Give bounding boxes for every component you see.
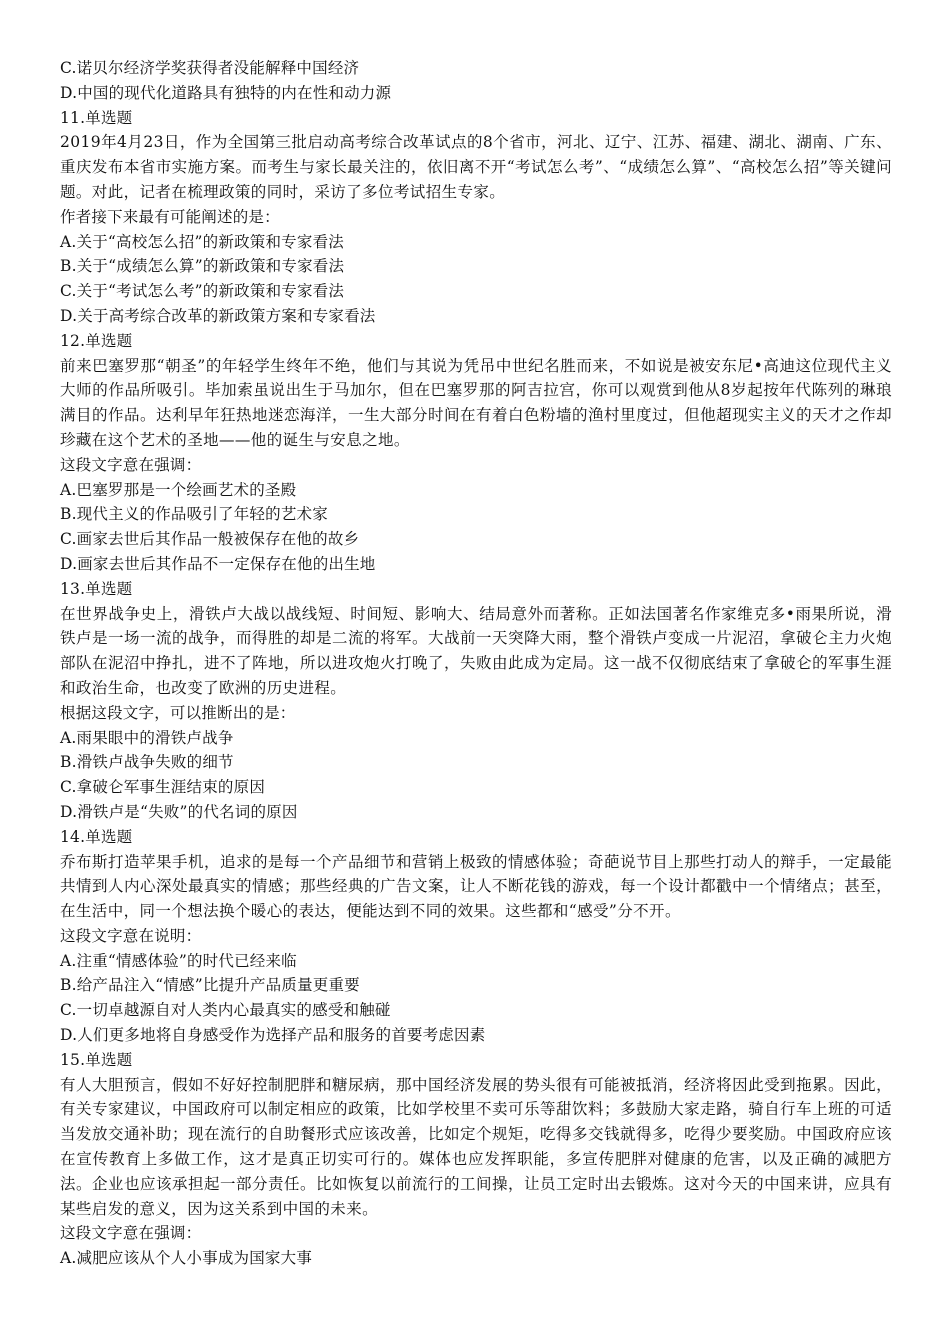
option-b: B.现代主义的作品吸引了年轻的艺术家 (60, 505, 328, 524)
option-c-q10: C.诺贝尔经济学奖获得者没能解释中国经济 (60, 59, 360, 77)
option-d: D.滑铁卢是“失败”的代名词的原因 (60, 802, 298, 821)
question-header: 12.单选题 (60, 331, 133, 350)
question-14 (60, 825, 892, 1048)
option-a: A.关于“高校怎么招”的新政策和专家看法 (60, 232, 344, 251)
question-15 (60, 1048, 892, 1271)
question-passage: 有人大胆预言，假如不好好控制肥胖和糖尿病，那中国经济发展的势头很有可能被抵消，经济将因此受到拖累。因此，有关专家建议，中国政府可以制定相应的政策，比如学校里不卖可乐等甜饮料；多鼓励大家走路，骑自行车上班的可适当发放交通补助；现在流行的自助餐形式应该改善，比如定个规矩，吃得多交钱就得多，吃得少要奖励。中国政府应该在宣传教育上多做工作，这才是真正切实可行的。媒体也应发挥职能，多宣传肥胖对健康的危害，以及正确的减肥方法。企业也应该承担起一部分责任。比如恢复以前流行的工间操，让员工定时出去锻炼。这对今天的中国来讲，应具有某些启发的意义，因为这关系到中国的未来。 (60, 1075, 892, 1218)
option-c: C.关于“考试怎么考”的新政策和专家看法 (60, 282, 345, 301)
question-11 (60, 106, 892, 329)
option-d: D.关于高考综合改革的新政策方案和专家看法 (60, 306, 376, 325)
question-header: 15.单选题 (60, 1050, 133, 1069)
question-passage: 2019年4月23日，作为全国第三批启动高考综合改革试点的8个省市，河北、辽宁、江苏、福建、湖北、湖南、广东、重庆发布本省市实施方案。而考生与家长最关注的，依旧离不开“考试怎么考”、“成绩怎么算”、“高校怎么招”等关键问题。对此，记者在梳理政策的同时，采访了多位考试招生专家。 (60, 133, 892, 201)
option-a: A.巴塞罗那是一个绘画艺术的圣殿 (60, 480, 297, 499)
question-prompt: 作者接下来最有可能阐述的是： (60, 207, 280, 226)
question-prompt: 这段文字意在强调： (60, 455, 202, 474)
question-prompt: 根据这段文字，可以推断出的是： (60, 703, 296, 722)
option-d: D.人们更多地将自身感受作为选择产品和服务的首要考虑因素 (60, 1026, 486, 1045)
question-passage: 乔布斯打造苹果手机，追求的是每一个产品细节和营销上极致的情感体验；奇葩说节目上那些打动人的辩手，一定最能共情到人内心深处最真实的情感；那些经典的广告文案，让人不断花钱的游戏，每一个设计都戳中一个情绪点；甚至，在生活中，同一个想法换个暖心的表达，便能达到不同的效果。这些都和“感受”分不开。 (60, 852, 892, 921)
question-header: 11.单选题 (60, 108, 133, 127)
option-d-q10: D.中国的现代化道路具有独特的内在性和动力源 (60, 83, 392, 102)
option-b: B.滑铁卢战争失败的细节 (60, 753, 234, 772)
question-prompt: 这段文字意在说明： (60, 926, 202, 945)
question-12 (60, 329, 892, 577)
question-passage: 前来巴塞罗那“朝圣”的年轻学生终年不绝，他们与其说为凭吊中世纪名胜而来，不如说是被安东尼•高迪这位现代主义大师的作品所吸引。毕加索虽说出生于马加尔，但在巴塞罗那的阿吉拉宫，你可以观赏到他从8岁起按年代陈列的琳琅满目的作品。达利早年狂热地迷恋海洋，一生大部分时间在有着白色粉墙的渔村里度过，但他超现实主义的天才之作却珍藏在这个艺术的圣地——他的诞生与安息之地。 (60, 356, 892, 449)
option-a: A.雨果眼中的滑铁卢战争 (60, 728, 234, 747)
option-d: D.画家去世后其作品不一定保存在他的出生地 (60, 554, 376, 573)
exam-page (60, 56, 892, 1271)
question-13 (60, 577, 892, 825)
option-b: B.关于“成绩怎么算”的新政策和专家看法 (60, 257, 345, 276)
question-passage: 在世界战争史上，滑铁卢大战以战线短、时间短、影响大、结局意外而著称。正如法国著名作家维克多•雨果所说，滑铁卢是一场一流的战争，而得胜的却是二流的将军。大战前一天突降大雨，整个滑铁卢变成一片泥沼，拿破仑主力火炮部队在泥沼中挣扎，进不了阵地，所以进攻炮火打晚了，失败由此成为定局。这一战不仅彻底结束了拿破仑的军事生涯和政治生命，也改变了欧洲的历史进程。 (60, 604, 892, 697)
question-prompt: 这段文字意在强调： (60, 1224, 202, 1243)
option-b: B.给产品注入“情感”比提升产品质量更重要 (60, 976, 360, 995)
option-c: C.一切卓越源自对人类内心最真实的感受和触碰 (60, 1001, 391, 1020)
question-header: 13.单选题 (60, 579, 133, 598)
question-header: 14.单选题 (60, 827, 133, 846)
option-a: A.减肥应该从个人小事成为国家大事 (60, 1249, 313, 1268)
option-c: C.画家去世后其作品一般被保存在他的故乡 (60, 530, 360, 549)
option-c: C.拿破仑军事生涯结束的原因 (60, 778, 266, 797)
option-a: A.注重“情感体验”的时代已经来临 (60, 951, 297, 970)
